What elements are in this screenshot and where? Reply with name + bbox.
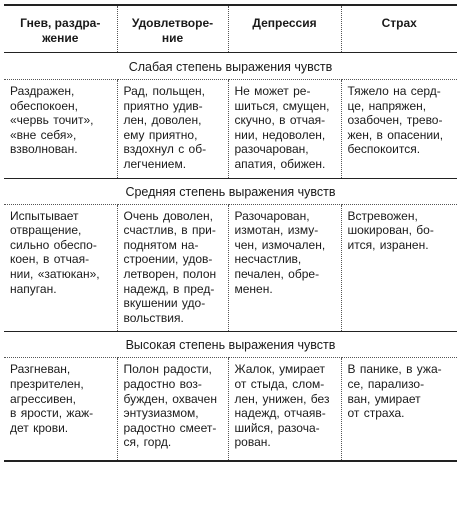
section-body-row (4, 358, 457, 461)
cell-text-line: Встревожен, (347, 208, 418, 223)
cell-text-line: измотан, изму- (234, 223, 319, 238)
cell-text-line: бужден, охвачен (123, 391, 217, 406)
cell-text-line: от стыда, слом- (234, 376, 325, 391)
cell-text-line: лен, доволен, (123, 113, 202, 128)
cell-text-line: апатия, обижен. (234, 156, 326, 171)
column-header-line: жение (42, 31, 79, 45)
section-title: Средняя степень выражения чувств (4, 178, 457, 204)
cell-text-line: лен, унижен, без (234, 391, 330, 406)
cell-text-line: вольствия. (123, 310, 184, 325)
cell-text-line: чен, измочален, (234, 237, 326, 252)
cell-text-line: разочарован, (234, 142, 309, 157)
cell-text-line: Жалок, умирает (234, 362, 326, 377)
column-header-depression (228, 5, 341, 53)
cell-text-line: отвращение, (10, 223, 82, 238)
cell-depression (228, 204, 341, 332)
cell-text-line: «вне себя», (10, 127, 77, 142)
cell-text-line: строении, удов- (123, 252, 213, 267)
cell-text-line: Не может ре- (234, 84, 311, 98)
section-title: Высокая степень выражения чувств (4, 332, 457, 358)
section-title-row (4, 332, 457, 358)
cell-text-line: от страха. (347, 406, 405, 421)
cell-anger (4, 204, 117, 332)
cell-text-line: в ярости, жаж- (10, 406, 94, 421)
cell-text-line: ится, изранен. (347, 237, 429, 252)
cell-satisfaction (117, 358, 228, 461)
section-body-row (4, 204, 457, 332)
column-header-fear (341, 5, 457, 53)
cell-depression (228, 358, 341, 461)
cell-text-line: напуган. (10, 281, 57, 296)
table-body (4, 53, 457, 461)
cell-text-line: шокирован, бо- (347, 223, 434, 238)
cell-text-line: нии, недоволен, (234, 127, 326, 142)
cell-depression (228, 80, 341, 179)
cell-text-line: летворен, полон (123, 266, 217, 281)
emotions-intensity-table (4, 4, 457, 462)
cell-text-line: надежд, отчаяв- (234, 406, 326, 421)
cell-text-line: дет крови. (10, 420, 69, 435)
cell-text-line: рован. (234, 435, 271, 450)
cell-text-line: Разгневан, (10, 362, 71, 377)
cell-text-line: ему приятно, (123, 127, 198, 142)
cell-satisfaction (117, 204, 228, 332)
cell-text-line: жен, в опасении, (347, 127, 444, 142)
cell-text-line: печален, обре- (234, 266, 320, 281)
column-header-anger (4, 5, 117, 53)
cell-text-line: вкушении удо- (123, 296, 206, 311)
cell-text-line: Очень доволен, (123, 208, 213, 223)
emotions-table-page (4, 4, 457, 462)
cell-text-line: радостно воз- (123, 376, 202, 391)
cell-text-line: сильно обеспо- (10, 237, 97, 252)
cell-text-line: се, парализо- (347, 376, 425, 391)
column-header-line: Депрессия (252, 16, 317, 30)
section-title-row (4, 53, 457, 80)
column-header-line: Страх (381, 16, 417, 30)
cell-text-line: обеспокоен, (10, 98, 78, 113)
cell-text-line: це, напряжен, (347, 98, 427, 113)
cell-text-line: беспокоится. (347, 142, 421, 157)
cell-text-line: легчением. (123, 156, 187, 171)
cell-text-line: несчастлив, (234, 252, 302, 267)
cell-text-line: ван, умирает (347, 391, 421, 406)
section-title-row (4, 178, 457, 204)
cell-text-line: скучно, в отчая- (234, 113, 326, 128)
cell-fear (341, 204, 457, 332)
cell-text-line: менен. (234, 281, 273, 296)
cell-text-line: нии, «затюкан», (10, 266, 100, 281)
cell-fear (341, 358, 457, 461)
cell-text-line: шийся, разоча- (234, 420, 320, 435)
cell-text-line: В панике, в ужа- (347, 362, 442, 377)
table-header-row (4, 5, 457, 53)
column-header-line: Гнев, раздра- (20, 16, 101, 30)
cell-text-line: приятно удив- (123, 98, 203, 113)
cell-text-line: Испытывает (10, 208, 79, 223)
cell-text-line: поднятом на- (123, 237, 199, 252)
cell-anger (4, 80, 117, 179)
column-header-line: ние (161, 31, 184, 45)
cell-text-line: счастлив, в при- (123, 223, 216, 238)
cell-text-line: презрителен, (10, 376, 84, 391)
cell-text-line: «червь точит», (10, 113, 94, 128)
cell-text-line: вздохнул с об- (123, 142, 207, 157)
cell-text-line: надежд, в пред- (123, 281, 215, 296)
cell-anger (4, 358, 117, 461)
cell-text-line: ся, горд. (123, 435, 172, 450)
cell-fear (341, 80, 457, 179)
section-title: Слабая степень выражения чувств (4, 53, 457, 80)
cell-text-line: шиться, смущен, (234, 98, 330, 113)
cell-text-line: Рад, польщен, (123, 84, 205, 98)
cell-satisfaction (117, 80, 228, 179)
cell-text-line: Раздражен, (10, 84, 75, 98)
column-header-line: Удовлетворе- (131, 16, 214, 30)
column-header-satisfaction (117, 5, 228, 53)
cell-text-line: Полон радости, (123, 362, 212, 377)
cell-text-line: озабочен, трево- (347, 113, 443, 128)
cell-text-line: агрессивен, (10, 391, 76, 406)
cell-text-line: энтузиазмом, (123, 406, 199, 421)
cell-text-line: радостно смеет- (123, 420, 217, 435)
cell-text-line: Разочарован, (234, 208, 310, 223)
section-body-row (4, 80, 457, 179)
cell-text-line: взволнован. (10, 142, 78, 157)
cell-text-line: Тяжело на серд- (347, 84, 441, 98)
cell-text-line: коен, в отчая- (10, 252, 90, 267)
